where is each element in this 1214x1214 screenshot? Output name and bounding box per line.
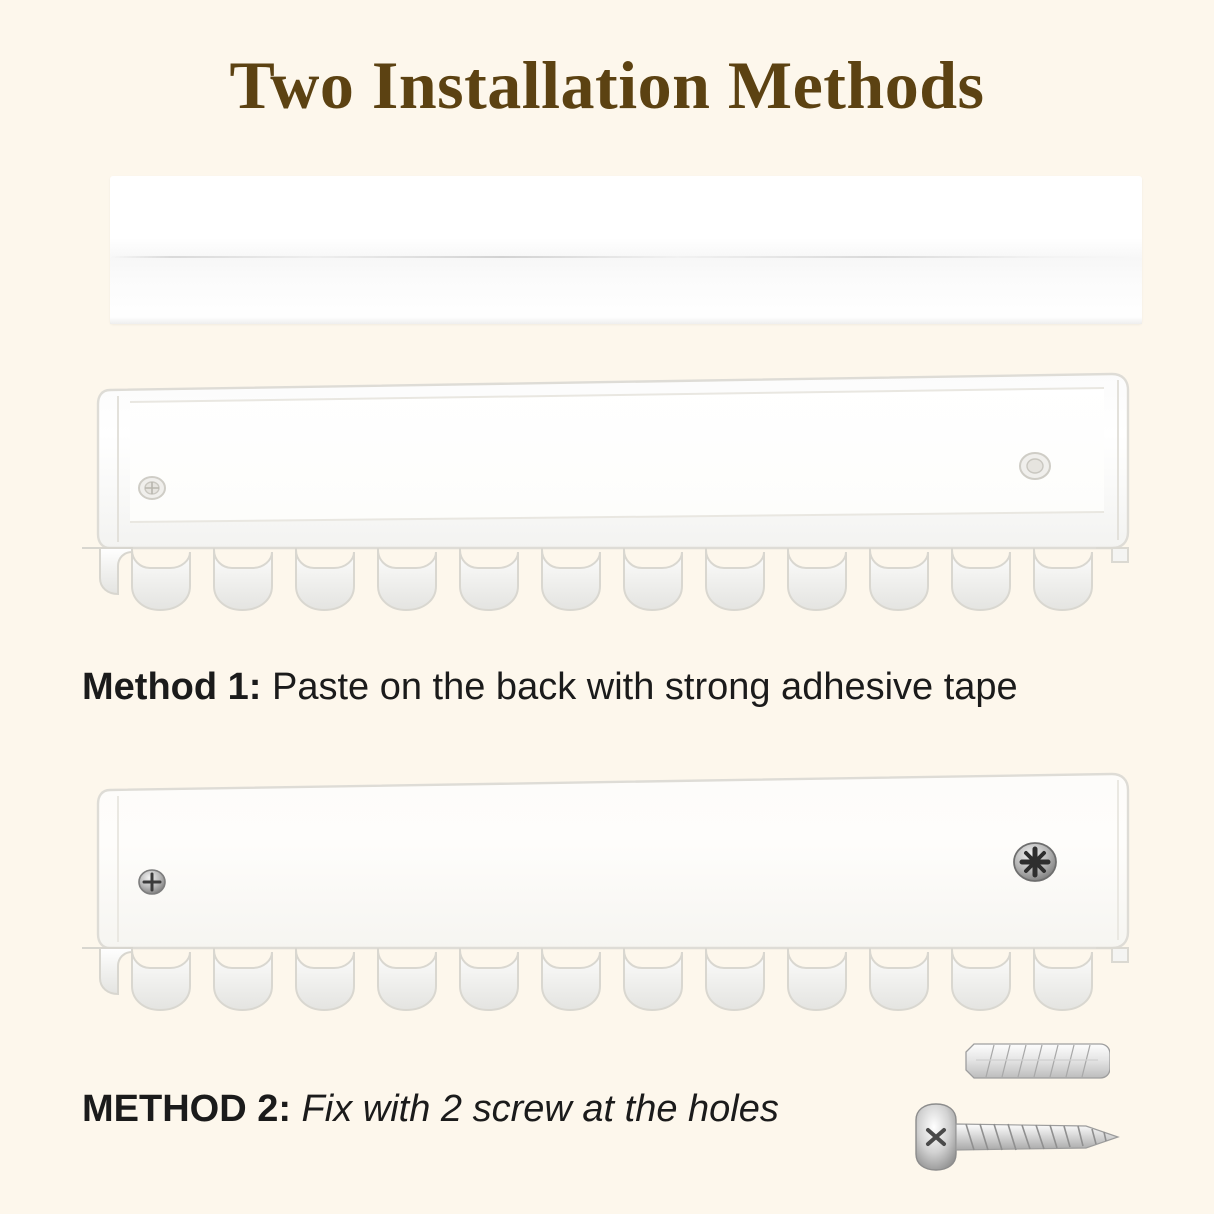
hardware-group	[900, 1040, 1130, 1190]
method-1-text: Paste on the back with strong adhesive tape	[261, 666, 1018, 708]
method-2-text: Fix with 2 screw at the holes	[291, 1088, 779, 1130]
adhesive-tape-strip	[110, 176, 1142, 324]
method-2-label: METHOD 2:	[82, 1088, 291, 1130]
screw-left	[139, 870, 165, 894]
page-title: Two Installation Methods	[229, 47, 985, 123]
acrylic-rack-with-screws	[72, 762, 1142, 1022]
mounting-screw	[910, 1102, 1130, 1172]
screw-right	[1014, 843, 1056, 881]
method-2-caption	[82, 1088, 779, 1131]
acrylic-rack-with-tape	[72, 362, 1142, 622]
method-1-caption	[82, 666, 1018, 709]
wall-anchor	[960, 1040, 1110, 1082]
method-1-label: Method 1:	[82, 666, 262, 708]
